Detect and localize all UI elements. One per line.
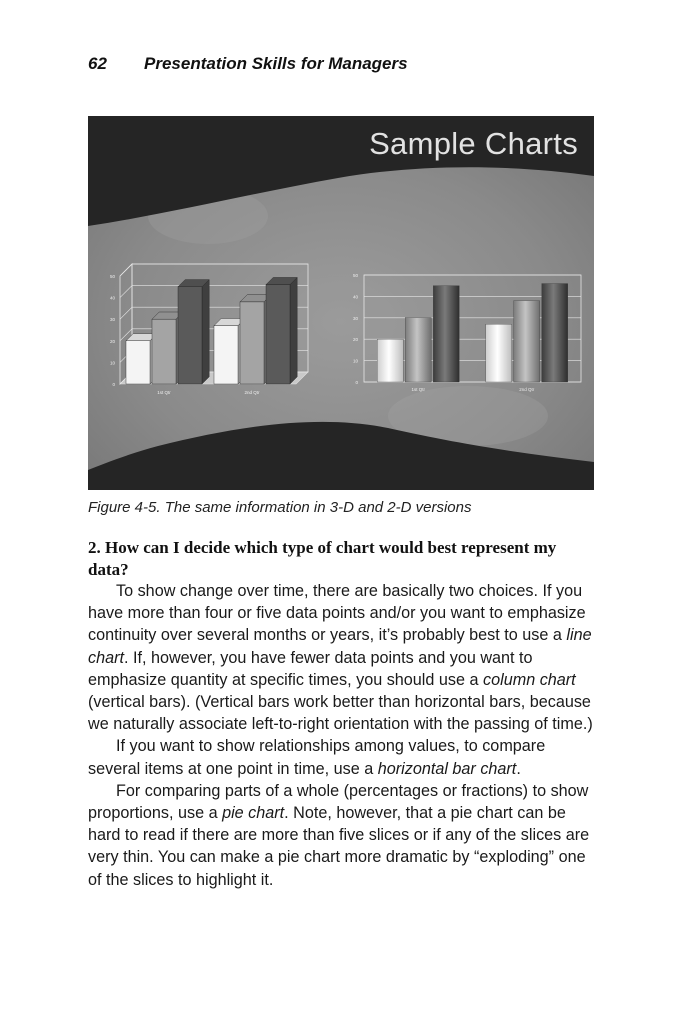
y-tick-label: 30	[352, 315, 358, 321]
x-tick-label: 2nd Qtr	[519, 387, 535, 392]
bar	[514, 301, 540, 382]
bar	[178, 280, 209, 384]
bar	[486, 324, 512, 382]
bar	[542, 284, 568, 382]
paragraph: For comparing parts of a whole (percentages or fractions) to show proportions, use a pie chart. Note, however, that a pie chart can be hard to read if there are more than five slices or if any of the slices are very thin. You can make a pie chart more dramatic by “exploding” one of the slices to highlight it.	[88, 781, 590, 889]
running-header	[88, 54, 408, 74]
term: horizontal bar chart	[377, 759, 517, 778]
y-tick-label: 40	[352, 294, 358, 300]
y-tick-label: 50	[109, 274, 115, 279]
term: column chart	[483, 670, 576, 689]
term: pie chart	[222, 804, 285, 823]
figure-caption: Figure 4-5. The same information in 3-D and 2-D versions	[88, 499, 472, 516]
y-tick-label: 30	[109, 317, 115, 323]
bar	[405, 318, 431, 382]
bar	[433, 286, 459, 382]
x-tick-label: 2nd Qtr	[244, 390, 260, 395]
y-tick-label: 10	[109, 360, 115, 366]
y-tick-label: 50	[352, 273, 358, 278]
slide-title: Sample Charts	[369, 126, 578, 161]
paragraph: If you want to show relationships among values, to compare several items at one point in time, use a horizontal bar chart.	[88, 737, 546, 778]
body-text	[88, 580, 598, 891]
y-tick-label: 20	[352, 337, 358, 343]
term: line chart	[88, 626, 592, 667]
bar	[266, 277, 297, 384]
x-tick-label: 1st Qtr	[411, 387, 426, 392]
book-title: Presentation Skills for Managers	[144, 54, 408, 73]
y-tick-label: 40	[109, 295, 115, 301]
x-tick-label: 1st Qtr	[157, 390, 171, 395]
section-heading: 2. How can I decide which type of chart would best represent my data?	[88, 538, 557, 579]
y-tick-label: 10	[352, 358, 358, 364]
y-tick-label: 0	[355, 380, 358, 385]
page-number: 62	[88, 54, 107, 73]
figure-slide	[88, 116, 594, 490]
bar	[377, 339, 403, 382]
y-tick-label: 0	[112, 382, 115, 387]
y-tick-label: 20	[109, 338, 115, 344]
slide-graphic	[88, 116, 594, 490]
paragraph: To show change over time, there are basically two choices. If you have more than four or five data points and/or you want to emphasize continuity over several months or years, it’s probably best to use a line chart. If, however, you have fewer data points and you want to emphasize quantity at specific times, you should use a column chart (vertical bars). (Vertical bars work better than horizontal bars, because we naturally associate left-to-right orientation with the passing of time.)	[88, 582, 593, 734]
